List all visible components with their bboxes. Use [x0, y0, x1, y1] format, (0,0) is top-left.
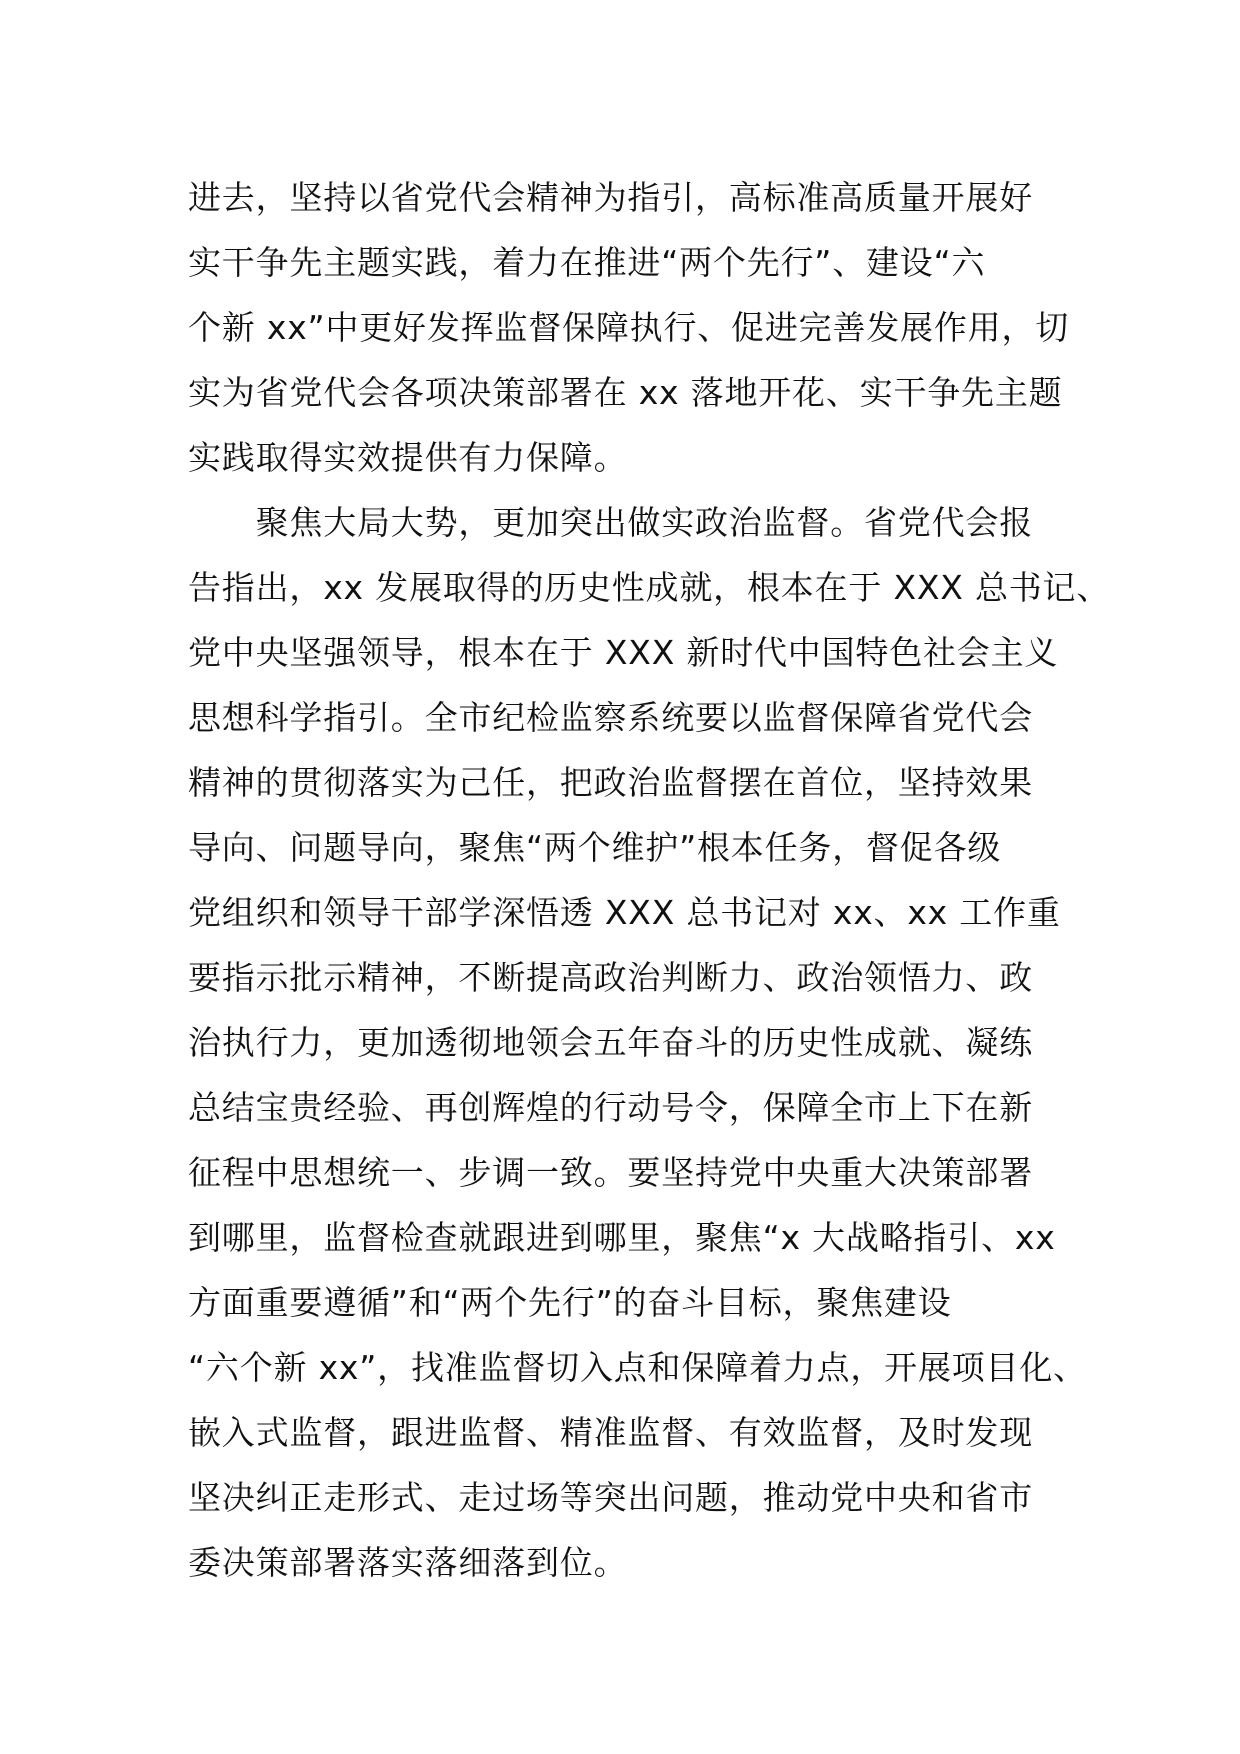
text-line: 告指出，xx 发展取得的历史性成就，根本在于 XXX 总书记、	[188, 568, 1111, 607]
text-line: 到哪里，监督检查就跟进到哪里，聚焦“x 大战略指引、xx	[188, 1218, 1056, 1257]
text-line: 实干争先主题实践，着力在推进“两个先行”、建设“六	[188, 243, 986, 282]
text-line: 实践取得实效提供有力保障。	[188, 438, 628, 477]
text-line: 治执行力，更加透彻地领会五年奋斗的历史性成就、凝练	[188, 1023, 1033, 1062]
text-line: 导向、问题导向，聚焦“两个维护”根本任务，督促各级	[188, 828, 1002, 867]
body-text	[188, 165, 1111, 1595]
text-line: 思想科学指引。全市纪检监察系统要以监督保障省党代会	[188, 698, 1033, 737]
text-line: “六个新 xx”，找准监督切入点和保障着力点，开展项目化、	[188, 1348, 1087, 1387]
text-line: 要指示批示精神，不断提高政治判断力、政治领悟力、政	[188, 958, 1033, 997]
paragraph-1	[188, 165, 1068, 490]
text-line: 征程中思想统一、步调一致。要坚持党中央重大决策部署	[188, 1153, 1033, 1192]
text-line: 党中央坚强领导，根本在于 XXX 新时代中国特色社会主义	[188, 633, 1059, 672]
paragraph-2	[188, 490, 1111, 1595]
text-line: 个新 xx”中更好发挥监督保障执行、促进完善发展作用，切	[188, 308, 1070, 347]
text-line: 委决策部署落实落细落到位。	[188, 1543, 628, 1582]
text-line: 实为省党代会各项决策部署在 xx 落地开花、实干争先主题	[188, 373, 1063, 412]
text-line: 党组织和领导干部学深悟透 XXX 总书记对 xx、xx 工作重	[188, 893, 1061, 932]
text-line: 总结宝贵经验、再创辉煌的行动号令，保障全市上下在新	[188, 1088, 1033, 1127]
text-line: 精神的贯彻落实为己任，把政治监督摆在首位，坚持效果	[188, 763, 1033, 802]
text-line: 进去，坚持以省党代会精神为指引，高标准高质量开展好	[188, 178, 1033, 217]
text-line: 嵌入式监督，跟进监督、精准监督、有效监督，及时发现	[188, 1413, 1033, 1452]
text-line: 聚焦大局大势，更加突出做实政治监督。省党代会报	[188, 503, 1033, 542]
text-line: 坚决纠正走形式、走过场等突出问题，推动党中央和省市	[188, 1478, 1033, 1517]
text-line: 方面重要遵循”和“两个先行”的奋斗目标，聚焦建设	[188, 1283, 952, 1322]
